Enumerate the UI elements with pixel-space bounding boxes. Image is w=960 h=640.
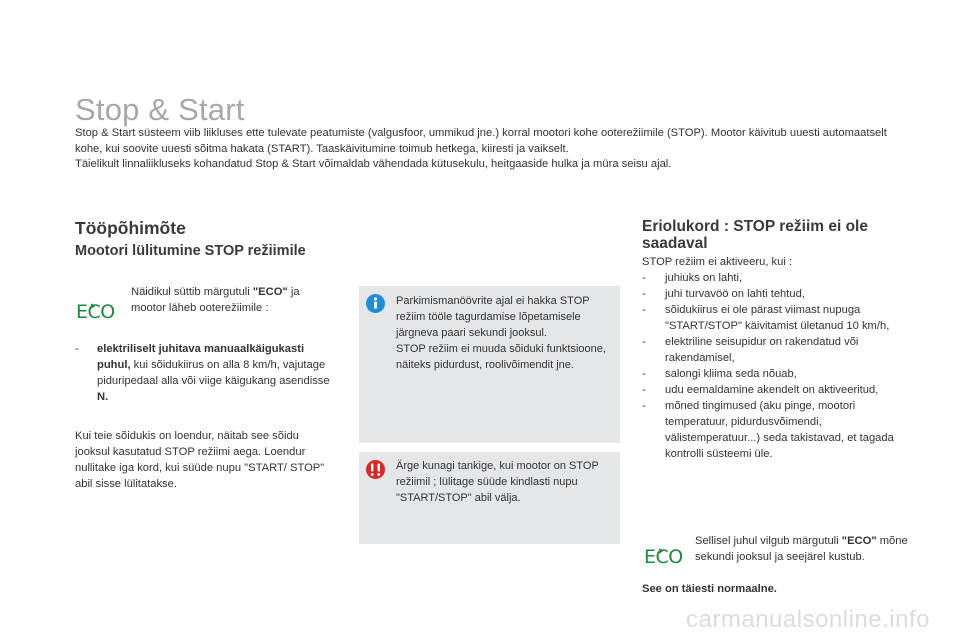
eco-icon [644, 547, 692, 567]
list-item: - elektriline seisupidur on rakendatud või rakendamisel, [642, 336, 859, 364]
info-box-text: Parkimismanöövrite ajal ei hakka STOP režiim tööle tagurdamise lõpetamisele järgneva paari sekundi jooksul. STOP režiim ei muuda sõiduki funktsioone, näiteks pidurdust, roolivõimendit jne. [396, 295, 606, 371]
bullet-text: elektriliselt juhitava manuaalkäigukasti puhul, kui sõidukiirus on alla 8 km/h, vajutage piduripedaal alla või viige käigukang asendisse N. [97, 343, 330, 403]
list-item: - juhiuks on lahti, [642, 272, 743, 284]
page-title: Stop & Start [75, 92, 245, 127]
list-item: - salongi kliima seda nõuab, [642, 368, 797, 380]
intro-text [75, 126, 915, 173]
svg-text:ECO: ECO [644, 547, 683, 567]
indicator-description: Näidikul süttib märgutuli "ECO" ja mootor läheb ooterežiimile : [131, 286, 300, 314]
section-title-principle: Tööpõhimõte [75, 218, 186, 238]
eco-indicator-icon [76, 302, 124, 326]
special-case-title: Eriolukord : STOP režiim ei ole saadaval [642, 218, 868, 252]
watermark: carmanualsonline.info [686, 606, 930, 633]
special-case-intro: STOP režiim ei aktiveeru, kui : [642, 256, 793, 268]
info-box [359, 286, 620, 443]
warning-box [359, 452, 620, 544]
list-item: - udu eemaldamine akendelt on aktiveeritud, [642, 384, 879, 396]
counter-paragraph: Kui teie sõidukis on loendur, näitab see sõidu jooksul kasutatud STOP režiimi aega. Loendur nullitake iga kord, kui süüde nupu "START/ STOP" abil sisse lülitatakse. [75, 430, 325, 490]
intro-paragraph-1: Stop & Start süsteem viib liikluses ette tulevate peatumiste (valgusfoor, ummikud jne.) korral mootori kohe ooterežiimile (STOP). Mootor käivitub uuesti automaatselt kohe, kui soovite uuesti sõitma hakata (START). Taaskäivitumine toimub hetkega, kiiresti ja vaikselt. [75, 127, 887, 155]
svg-text:ECO: ECO [76, 302, 115, 322]
eco-indicator-icon-2 [644, 547, 692, 571]
warning-icon [366, 460, 385, 479]
warning-box-text: Ärge kunagi tankige, kui mootor on STOP režiimil ; lülitage süüde kindlasti nupu "START/STOP" abil välja. [396, 460, 599, 504]
eco-icon [76, 302, 124, 322]
bullet-dash: - [75, 343, 79, 355]
list-item: - juhi turvavöö on lahti tehtud, [642, 288, 805, 300]
intro-paragraph-2: Täielikult linnaliikluseks kohandatud Stop & Start võimaldab vähendada kütusekulu, heitgaaside hulka ja müra seisu ajal. [75, 158, 672, 170]
closing-note: See on täiesti normaalne. [642, 583, 777, 595]
subsection-title-stop-mode: Mootori lülitumine STOP režiimile [75, 243, 306, 259]
indicator-flashing-text: Sellisel juhul vilgub märgutuli "ECO" mõne sekundi jooksul ja seejärel kustub. [695, 535, 908, 563]
list-item: - mõned tingimused (aku pinge, mootori temperatuur, pidurdusvõimendi, välistemperatuur...) seda takistavad, et tagada kontrolli süsteemi üle. [642, 400, 894, 460]
list-item: - sõidukiirus ei ole pärast viimast nupuga "START/STOP" käivitamist ületanud 10 km/h, [642, 304, 890, 332]
special-case-list [642, 254, 917, 462]
info-icon [366, 294, 385, 313]
manual-gearbox-bullet [75, 341, 335, 405]
